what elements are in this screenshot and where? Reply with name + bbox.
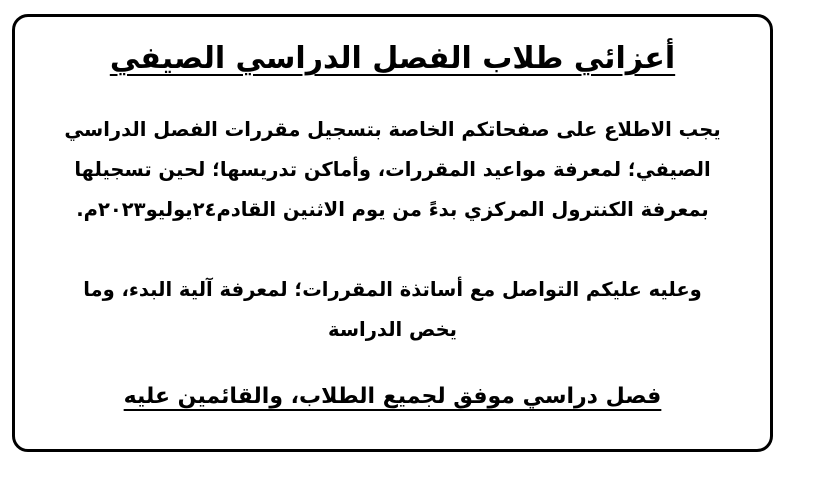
contact-line-2: يخص الدراسة bbox=[328, 318, 457, 341]
closing-line bbox=[15, 377, 770, 417]
notice-title bbox=[15, 37, 770, 81]
instructions-line-1: يجب الاطلاع على صفحاتكم الخاصة بتسجيل مقررات الفصل الدراسي bbox=[64, 118, 721, 141]
contact-line-1: وعليه عليكم التواصل مع أساتذة المقررات؛ لمعرفة آلية البدء، وما bbox=[83, 278, 702, 301]
closing-text: فصل دراسي موفق لجميع الطلاب، والقائمين عليه bbox=[123, 384, 662, 409]
notice-title-text: أعزائي طلاب الفصل الدراسي الصيفي bbox=[109, 41, 676, 76]
notice-box bbox=[12, 14, 773, 452]
instructions-line-3: بمعرفة الكنترول المركزي بدءً من يوم الاثنين القادم٢٤يوليو٢٠٢٣م. bbox=[76, 198, 709, 221]
contact-paragraph bbox=[29, 270, 756, 350]
instructions-line-2: الصيفي؛ لمعرفة مواعيد المقررات، وأماكن تدريسها؛ لحين تسجيلها bbox=[74, 158, 711, 181]
instructions-paragraph bbox=[29, 110, 756, 230]
